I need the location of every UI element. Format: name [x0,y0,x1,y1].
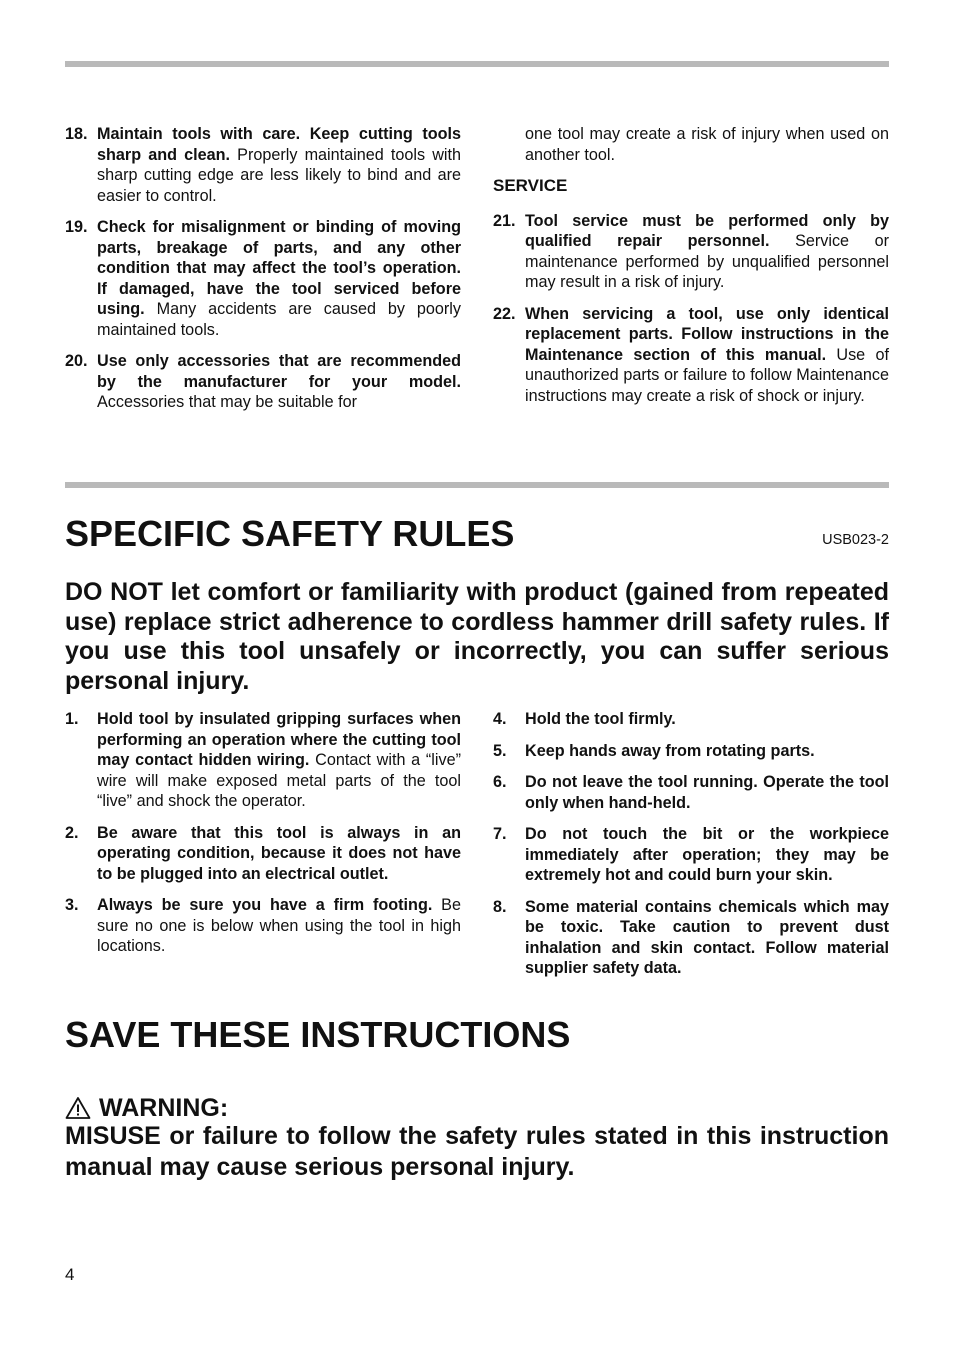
item-bold-text: Do not touch the bit or the workpiece immediately after operation; they may be extremely hot and could burn your skin. [525,825,889,884]
service-heading: SERVICE [493,176,568,195]
item-number: 18. [65,125,88,143]
specific-rules-left-column [65,709,461,968]
list-item-18 [65,124,461,206]
lead-warning-text: DO NOT let comfort or familiarity with product (gained from repeated use) replace strict adherence to cordless hammer drill safety rules. If you use this tool unsafely or incorrectly, you can suffer serious personal injury. [65,578,889,695]
item-number: 4. [493,710,507,728]
list-item-6 [493,772,889,813]
list-item-19 [65,217,461,340]
list-item-2 [65,823,461,885]
item-bold-text: Maintain tools with care. Keep cutting tools sharp and clean. [97,125,461,164]
item-number: 20. [65,352,88,370]
item-number: 5. [493,741,507,760]
item-number: 8. [493,897,507,916]
item-text: Many accidents are caused by poorly maintained tools. [97,300,461,339]
section-rule [65,482,889,488]
warning-triangle-icon [65,1096,91,1120]
warning-label: WARNING: [99,1094,229,1122]
item-text: Accessories that may be suitable for [97,393,358,411]
general-rules-right-column [493,124,889,417]
specific-rules-right-column [493,709,889,990]
item-bold-text: Use only accessories that are recommended by the manufacturer for your model. [97,352,461,391]
item-bold-text: When servicing a tool, use only identical replacement parts. Follow instructions in the Maintenance section of this manual. [525,304,889,364]
item-number: 3. [65,896,79,914]
item-bold-text: Hold tool by insulated gripping surfaces when performing an operation where the cutting tool may contact hidden wiring. [97,710,461,769]
list-item-21 [493,211,889,293]
item-number: 2. [65,823,79,842]
item-text: Use of unauthorized parts or failure to follow Maintenance instructions may create a risk of shock or injury. [525,345,889,405]
list-item-7 [493,824,889,886]
item-bold-text: Some material contains chemicals which may be toxic. Take caution to prevent dust inhalation and skin contact. Follow material supplier safety data. [525,897,889,977]
item-bold-text: Do not leave the tool running. Operate the tool only when hand-held. [525,773,889,812]
list-item-4 [493,709,889,730]
general-rules-left-column [65,124,461,424]
item-number: 6. [493,773,507,791]
warning-body: MISUSE or failure to follow the safety rules stated in this instruction manual may cause serious personal injury. [65,1122,889,1181]
top-rule [65,61,889,67]
list-item-3 [65,895,461,957]
save-instructions-title: SAVE THESE INSTRUCTIONS [65,1014,571,1055]
item-text: Contact with a “live” wire will make exposed metal parts of the tool “live” and shock the operator. [97,751,461,810]
specific-safety-rules-title: SPECIFIC SAFETY RULES [65,513,515,554]
item-20-continuation: one tool may create a risk of injury when used on another tool. [525,125,889,164]
item-text: Be sure no one is below when using the tool in high locations. [97,896,461,955]
item-number: 21. [493,211,516,230]
item-number: 7. [493,825,507,843]
item-text: Service or maintenance performed by unqualified personnel may result in a risk of injury. [525,232,889,291]
list-item-8 [493,897,889,979]
list-item-20 [65,351,461,413]
item-bold-text: Hold the tool firmly. [525,710,676,728]
item-number: 19. [65,218,88,236]
item-bold-text: Check for misalignment or binding of moving parts, breakage of parts, and any other condition that may affect the tool’s operation. If damaged, have the tool serviced before using. [97,218,461,318]
item-number: 1. [65,710,79,728]
item-bold-text: Be aware that this tool is always in an operating condition, because it does not have to be plugged into an electrical outlet. [97,823,461,883]
document-code: USB023-2 [822,532,889,548]
item-bold-text: Tool service must be performed only by qualified repair personnel. [525,211,889,250]
list-item-5 [493,741,889,762]
warning-heading [65,1093,228,1123]
list-item-1 [65,709,461,812]
item-text: Properly maintained tools with sharp cutting edge are less likely to bind and are easier to control. [97,145,462,205]
page-number: 4 [65,1265,75,1284]
item-bold-text: Keep hands away from rotating parts. [525,741,815,760]
item-number: 22. [493,304,516,323]
list-item-22 [493,304,889,407]
item-bold-text: Always be sure you have a firm footing. [97,896,433,914]
